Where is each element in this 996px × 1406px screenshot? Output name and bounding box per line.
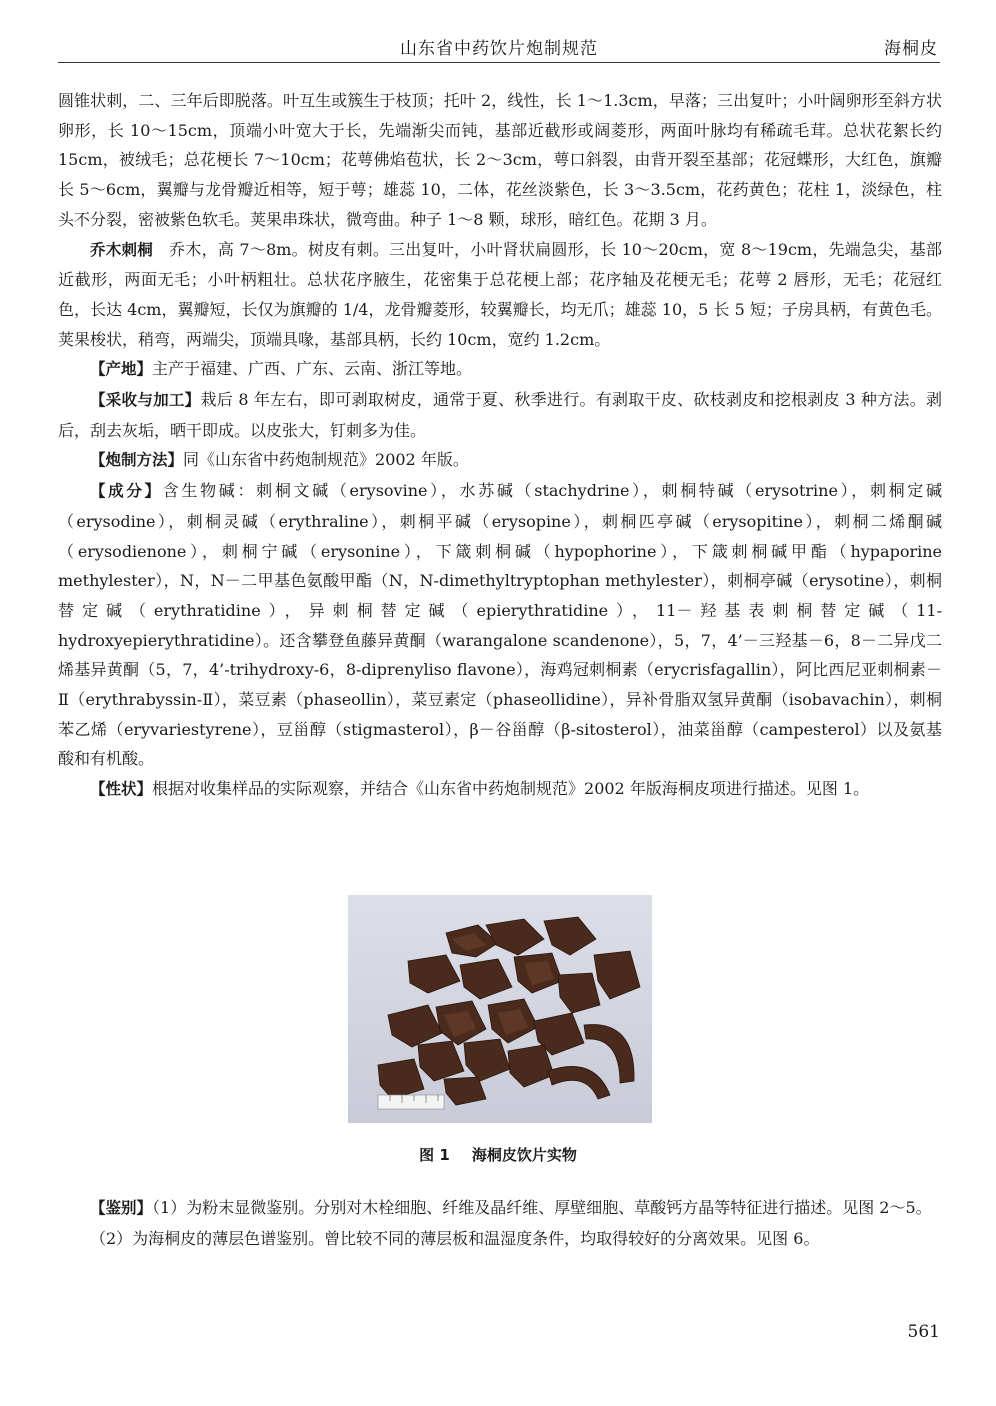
paragraph-harvest xyxy=(58,385,942,445)
section-label-origin: 【产地】 xyxy=(90,360,153,379)
paragraph-characteristics xyxy=(58,774,942,805)
paragraph-text: 乔木，高 7～8m。树皮有刺。三出复叶，小叶肾状扁圆形，长 10～20cm，宽 8～19cm，先端急尖，基部近截形，两面无毛；小叶柄粗壮。总状花序腋生，花密集于总花梗上部；花序轴及花梗无毛；花萼 2 唇形，无毛；花冠红色，长达 4cm，翼瓣短，长仅为旗瓣的 1/4，龙骨瓣菱形，较翼瓣长，均无爪；雄蕊 10，5 长 5 短；子房具柄，有黄色毛。荚果梭状，稍弯，两端尖，顶端具喙，基部具柄，长约 10cm，宽约 1.2cm。 xyxy=(58,239,942,349)
identification-text xyxy=(58,1193,942,1253)
paragraph-text: 含生物碱：刺桐文碱（erysovine），水苏碱（stachydrine），刺桐特碱（erysotrine），刺桐定碱（erysodine），刺桐灵碱（erythraline），刺桐平碱（erysopine），刺桐匹亭碱（erysopitine），刺桐二烯酮碱（erysodienone），刺桐宁碱（erysonine），下箴刺桐碱（hypophorine），下箴刺桐碱甲酯（hypaporine methylester），N，N－二甲基色氨酸甲酯（N，N-dimethyltryptophan methylester），刺桐亭碱（erysotine），刺桐替定碱（erythratidine），异刺桐替定碱（epierythratidine），11－羟基表刺桐替定碱（11-hydroxyepierythratidine）。还含攀登鱼藤异黄酮（warangalone scandenone），5，7，4’－三羟基－6，8－二异戊二烯基异黄酮（5，7，4’-trihydroxy-6，8-diprenyliso flavone），海鸡冠刺桐素（erycrisfagallin），阿比西尼亚刺桐素－Ⅱ（erythrabyssin-Ⅱ），菜豆素（phaseollin），菜豆素定（phaseollidine），异补骨脂双氢异黄酮（isobavachin），刺桐苯乙烯（eryvariestyrene），豆甾醇（stigmasterol），β－谷甾醇（β-sitosterol），油菜甾醇（campesterol）以及氨基酸和有机酸。 xyxy=(58,481,942,769)
paragraph-text: 根据对收集样品的实际观察，并结合《山东省中药炮制规范》2002 年版海桐皮项进行描述。见图 1。 xyxy=(152,779,870,799)
section-label-components: 【成分】 xyxy=(90,482,163,501)
figure-caption-text: 海桐皮饮片实物 xyxy=(471,1146,577,1164)
paragraph-identification xyxy=(58,1193,942,1224)
paragraph-origin xyxy=(58,354,942,385)
term-label: 乔木刺桐 xyxy=(90,240,153,259)
page-number: 561 xyxy=(907,1322,940,1342)
bark-pieces-illustration xyxy=(348,895,652,1123)
paragraph-tlc: （2）为海桐皮的薄层色谱鉴别。曾比较不同的薄层板和温湿度条件，均取得较好的分离效果。见图 6。 xyxy=(90,1228,820,1248)
running-header xyxy=(58,30,940,63)
main-text xyxy=(58,86,942,805)
section-title: 海桐皮 xyxy=(884,39,938,59)
figure-bark-photo xyxy=(348,895,652,1123)
paragraph-text: （1）为粉末显微鉴别。分别对木栓细胞、纤维及晶纤维、厚壁细胞、草酸钙方晶等特征进行描述。见图 2～5。 xyxy=(152,1198,932,1217)
paragraph-description-continued: 圆锥状刺，二、三年后即脱落。叶互生或簇生于枝顶；托叶 2，线性，长 1～1.3cm，早落；三出复叶；小叶阔卵形至斜方状卵形，长 10～15cm，顶端小叶宽大于长，先端渐尖而钝，基部近截形或阔菱形，两面叶脉均有稀疏毛茸。总状花絮长约 15cm，被绒毛；总花梗长 7～10cm；花萼佛焰苞状，长 2～3cm，萼口斜裂，由背开裂至基部；花冠蝶形，大红色，旗瓣长 5～6cm，翼瓣与龙骨瓣近相等，短于萼；雄蕊 10，二体，花丝淡紫色，长 3～3.5cm，花药黄色；花柱 1，淡绿色，柱头不分裂，密被紫色软毛。荚果串珠状，微弯曲。种子 1～8 颗，球形，暗红色。花期 3 月。 xyxy=(58,91,942,229)
section-label-processing: 【炮制方法】 xyxy=(90,451,184,470)
book-title: 山东省中药饮片炮制规范 xyxy=(400,39,598,59)
paragraph-text: 栽后 8 年左右，即可剥取树皮，通常于夏、秋季进行。有剥取干皮、砍枝剥皮和挖根剥皮 3 种方法。剥后，刮去灰垢，晒干即成。以皮张大，钉刺多为佳。 xyxy=(58,390,942,440)
figure-number: 图 1 xyxy=(419,1146,450,1164)
paragraph-text: 同《山东省中药炮制规范》2002 年版。 xyxy=(183,450,469,470)
paragraph-processing xyxy=(58,445,942,476)
paragraph-components xyxy=(58,476,942,774)
paragraph-text: 主产于福建、广西、广东、云南、浙江等地。 xyxy=(152,359,473,379)
paragraph-tree-erythrina xyxy=(58,235,942,355)
section-label-identification: 【鉴别】 xyxy=(90,1199,153,1217)
section-label-harvest: 【采收与加工】 xyxy=(90,391,201,410)
figure-caption xyxy=(0,1144,996,1165)
section-label-characteristics: 【性状】 xyxy=(90,780,153,799)
